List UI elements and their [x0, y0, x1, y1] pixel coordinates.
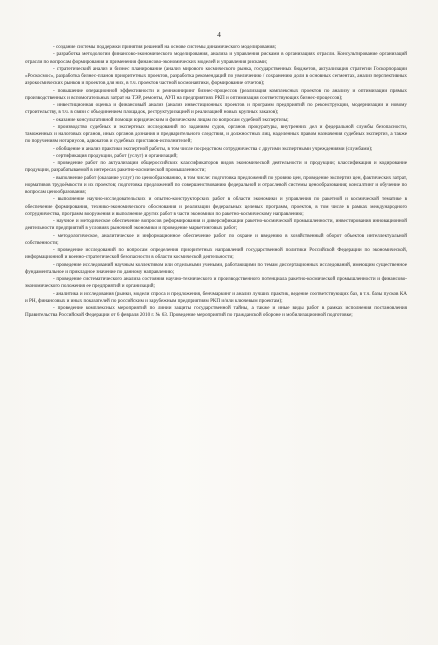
paragraph: - выполнение работ (оказание услуг) по ценообразованию, в том числе: подготовка предложений по уровню цен, проведение экспертиз цен, фактических затрат, нормативов трудоёмкости и их проектов; подготовка предложений по совершенствованию федеральной и отраслевой системы ценообразования; консалтинг и обучение по вопросам ценообразования;	[25, 174, 407, 195]
paragraph: - разработка методологии финансово-экономического моделирования, анализа и управления рисками в организациях отрасли. Консультирование организаций отрасли по вопросам формирования и применения финансово-экономических моделей и управления рисками;	[25, 51, 407, 65]
paragraph: - обобщение и анализ практики экспертной работы, в том числе посредством сотрудничества с другими экспертными учреждениями (службами);	[53, 145, 373, 152]
paragraph: - создание системы поддержки принятия решений на основе системы динамического моделирования;	[53, 44, 277, 50]
paragraph: - проведение исследований научным коллективом или отдельными учеными, работающими по темам диссертационных исследований, имеющим существенное фундаментальное и прикладное значение по данному направлению;	[25, 261, 407, 275]
document-body	[25, 44, 407, 320]
paragraph: - проведение комплексных мероприятий по линии защиты государственной тайны, а также и иные виды работ в рамках исполнения постановления Правительства Российской Федерации от 6 февраля 2010 г. № 63. Проведение мероприятий по гражданской обороне и мобилизационной подготовке;	[25, 305, 407, 319]
paragraph: - проведение исследований по вопросам определения приоритетных направлений государственной политики Российской Федерации по экономической, информационной и военно-стратегической безопасности в области космической деятельности;	[25, 247, 407, 261]
paragraph: - повышение операционной эффективности и реинжиниринг бизнес-процессов (реализация комплексных проектов по анализу и оптимизации прямых производственных и вспомогательных затрат на ТЭР, ремонты, АУП на предприятиях РКП и оптимизация соответствующих бизнес-процессов);	[25, 87, 407, 101]
paragraph: - научное и методическое обеспечение вопросов реформирования и диверсификации ракетно-космической промышленности, инвестирования инновационной деятельности предприятий в условиях рыночной экономики и проведение маркетинговых работ;	[25, 218, 407, 232]
paragraph: - инвестиционная оценка и финансовый анализ (анализ инвестиционных проектов и программ предприятий по реконструкции, модернизации и новому строительству, в т.ч. в связи с объединением площадок, реструктуризацией и реализацией новых крупных заказов);	[25, 102, 407, 116]
paragraph: - проведение систематического анализа состояния научно-технического и производственного потенциала ракетно-космической промышленности и финансово-экономического положения ее предприятий и организаций;	[25, 276, 407, 290]
paragraph: - производство судебных и экспертных исследований по заданиям судов, органов прокуратуры, внутренних дел и федеральной службы безопасности, таможенных и налоговых органов, иных органов дознания и предварительного следствия, и должностных лиц, наделенных правом назначения судебных экспертиз, а также по поручениям нотариусов, адвокатов и судебных приставов-исполнителей;	[25, 123, 407, 145]
paragraph: - стратегический анализ и бизнес планирование (анализ мирового космического рынка, государственных бюджетов, актуализация стратегии Госкорпорации «Роскосмос», разработка бизнес-планов приоритетных проектов, разработка рекомендаций по увеличению / сохранению доли в основных сегментах, анализ перспективных аэрокосмических рынков и проектов для них, в т.ч. проектов частной космонавтики, формирование отчетов);	[25, 65, 407, 87]
paragraph: - проведение работ по актуализации общероссийских классификаторов видов экономической деятельности и продукции; классификация и кодирование продукции, разрабатываемой в интересах ракетно-космической промышленности;	[25, 160, 407, 174]
paragraph: - аналитика и исследования (рынки, модели спроса и предложения, бенчмаркинг и анализ лучших практик, ведение соответствующих баз, в т.ч. базы пусков КА и РН, финансовых и иных показателей по российским и зарубежным предприятиям РКП и/или ключевым проектам);	[25, 290, 407, 304]
page-number: 4	[217, 30, 221, 39]
paragraph: - сертификация продукции, работ (услуг) и организаций;	[53, 152, 178, 159]
paragraph: - методологическое, аналитическое и информационное обеспечение работ по охране и введению в хозяйственный оборот объектов интеллектуальной собственности;	[25, 232, 407, 246]
paragraph: - выполнение научно-исследовательских и опытно-конструкторских работ в области экономики и управления по ракетной и космической тематике в обеспечение формирования, технико-экономического обоснования и реализации федеральных целевых программ, проектов, в том числе в рамках международного сотрудничества, программ вооружения и выполнение других работ в части экономики по ракетно-космическому направлению;	[25, 196, 407, 217]
paragraph: - оказание консультативной помощи юридическим и физическим лицам по вопросам судебной экспертизы;	[53, 116, 289, 123]
